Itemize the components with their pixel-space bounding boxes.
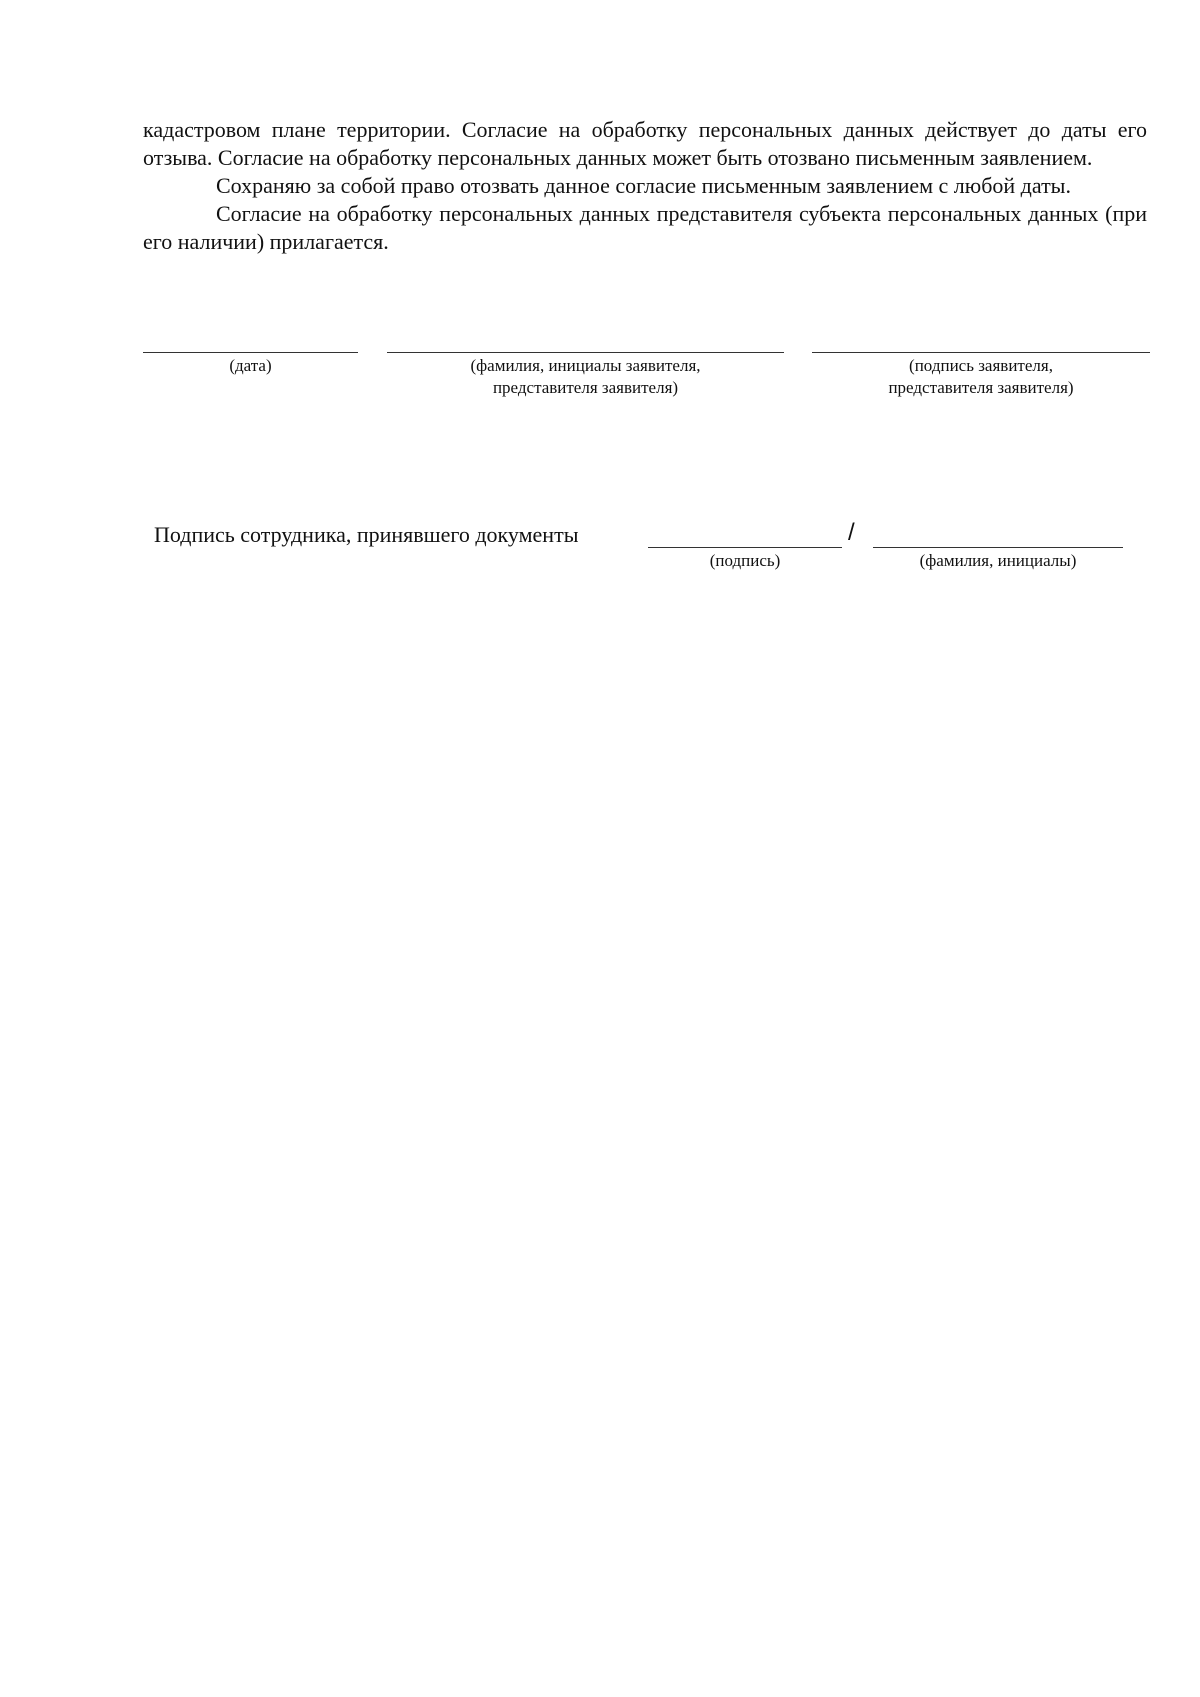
applicant-name-caption xyxy=(387,355,784,399)
employee-signature-caption: (подпись) xyxy=(709,551,781,570)
consent-paragraph-validity: кадастровом плане территории. Согласие на обработку персональных данных действует до даты его отзыва. Согласие на обработку персональных данных может быть отозвано письменным заявлением. xyxy=(143,117,1147,170)
date-line xyxy=(143,352,358,353)
employee-signature-line xyxy=(648,547,842,548)
date-caption: (дата) xyxy=(229,356,272,375)
signature-separator: / xyxy=(848,519,855,546)
applicant-name-caption-line2: представителя заявителя) xyxy=(492,378,679,397)
applicant-name-line xyxy=(387,352,784,353)
employee-signature-label: Подпись сотрудника, принявшего документы xyxy=(154,522,579,547)
applicant-name-caption-line1: (фамилия, инициалы заявителя, xyxy=(470,356,701,375)
applicant-signature-line xyxy=(812,352,1150,353)
consent-paragraph-representative: Согласие на обработку персональных данных представителя субъекта персональных данных (при его наличии) прилагается. xyxy=(143,201,1147,254)
employee-name-line xyxy=(873,547,1123,548)
consent-paragraph-revocation-right: Сохраняю за собой право отозвать данное согласие письменным заявлением с любой даты. xyxy=(216,173,1071,198)
applicant-signature-caption xyxy=(812,355,1150,399)
applicant-signature-caption-line2: представителя заявителя) xyxy=(888,378,1074,397)
employee-name-caption: (фамилия, инициалы) xyxy=(919,551,1077,570)
applicant-signature-caption-line1: (подпись заявителя, xyxy=(909,356,1053,375)
consent-text-block xyxy=(143,116,1147,256)
